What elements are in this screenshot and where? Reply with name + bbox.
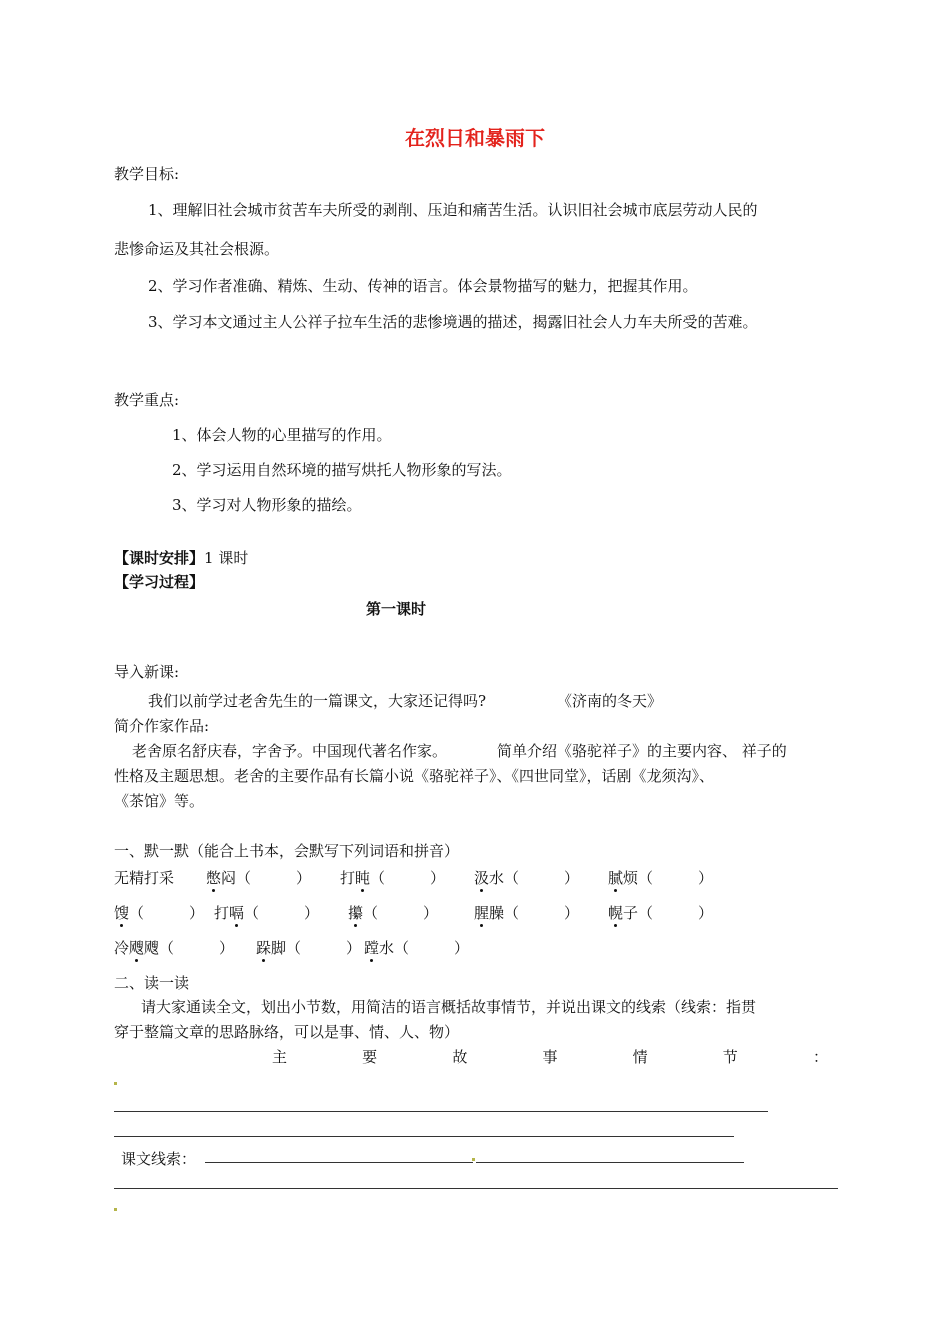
pinyin-blank[interactable]: （ ） — [394, 939, 470, 957]
section2-instruction-2: 穿于整篇文章的思路脉络，可以是事、情、人、物） — [114, 1023, 460, 1041]
goal-item-1-cont: 悲惨命运及其社会根源。 — [114, 240, 280, 258]
plot-heading-char: 情 — [632, 1048, 648, 1066]
plot-heading — [272, 1046, 828, 1067]
pinyin-blank[interactable]: （ ） — [504, 904, 580, 922]
emphasis-char: 幌 — [608, 904, 624, 922]
author-line-1a: 老舍原名舒庆春，字舍予。中国现代著名作家。 — [132, 742, 448, 760]
goal-item-3: 3、学习本文通过主人公祥子拉车生活的悲惨境遇的描述，揭露旧社会人力车夫所受的苦难。 — [148, 313, 758, 331]
plot-heading-char: 事 — [542, 1048, 558, 1066]
focus-item-1: 1、体会人物的心里描写的作用。 — [172, 426, 392, 444]
pinyin-blank[interactable]: （ ） — [363, 904, 439, 922]
pinyin-blank[interactable]: （ ） — [638, 869, 714, 887]
answer-line[interactable] — [114, 1136, 734, 1137]
intro-question: 我们以前学过老舍先生的一篇课文，大家还记得吗? — [148, 692, 487, 710]
vocab-word: 汲水（ ） — [474, 869, 580, 887]
vocab-word: 打嗝（ ） — [214, 904, 320, 922]
plot-heading-char: 故 — [452, 1048, 468, 1066]
section2-heading: 二、读一读 — [114, 974, 190, 992]
plot-heading-char: 节 — [722, 1048, 738, 1066]
emphasis-char: 汲 — [474, 869, 490, 887]
author-heading: 简介作家作品: — [114, 717, 210, 735]
plot-heading-char: 要 — [362, 1048, 378, 1066]
emphasis-char: 飕 — [129, 939, 145, 957]
goal-item-1: 1、理解旧社会城市贫苦车夫所受的剥削、压迫和痛苦生活。认识旧社会城市底层劳动人民的 — [148, 201, 758, 219]
intro-answer: 《济南的冬天》 — [557, 692, 663, 710]
emphasis-char: 跺 — [256, 939, 272, 957]
pinyin-blank[interactable]: （ ） — [244, 904, 320, 922]
emphasis-char: 蹚 — [364, 939, 380, 957]
pinyin-blank[interactable]: （ ） — [370, 869, 446, 887]
section2-instruction-1: 请大家通读全文，划出小节数，用简洁的语言概括故事情节，并说出课文的线索（线索：指贯 — [141, 998, 757, 1016]
pinyin-blank[interactable]: （ ） — [638, 904, 714, 922]
pinyin-blank[interactable]: （ ） — [236, 869, 312, 887]
clue-answer-line[interactable] — [205, 1162, 473, 1163]
lesson-title: 第一课时 — [366, 600, 427, 618]
emphasis-char: 憋 — [206, 869, 222, 887]
answer-line[interactable] — [114, 1188, 838, 1189]
emphasis-char: 腻 — [608, 869, 624, 887]
vocab-word: 幌子（ ） — [608, 904, 714, 922]
emphasis-char: 盹 — [355, 869, 371, 887]
pinyin-blank[interactable]: （ ） — [504, 869, 580, 887]
intro-heading: 导入新课: — [114, 663, 180, 681]
vocab-word — [348, 902, 438, 923]
schedule-line — [114, 547, 248, 568]
plot-heading-char: ： — [812, 1048, 828, 1066]
vocab-word: 跺脚（ ） — [256, 939, 362, 957]
clue-label: 课文线索： — [121, 1150, 197, 1168]
emphasis-char: 馊 — [114, 904, 130, 922]
pinyin-blank[interactable]: （ ） — [129, 904, 205, 922]
section1-heading: 一、默一默（能合上书本，会默写下列词语和拼音） — [114, 842, 460, 860]
text-cursor-marker — [472, 1158, 475, 1161]
goal-item-2: 2、学习作者准确、精炼、生动、传神的语言。体会景物描写的魅力，把握其作用。 — [148, 277, 698, 295]
vocab-word: 腥臊（ ） — [474, 904, 580, 922]
vocab-word: 冷飕飕（ ） — [114, 939, 235, 957]
pinyin-blank[interactable]: （ ） — [286, 939, 362, 957]
goals-heading: 教学目标: — [114, 165, 180, 183]
author-line-1b: 简单介绍《骆驼祥子》的主要内容、 祥子的 — [497, 742, 787, 760]
emphasis-char: 腥 — [474, 904, 490, 922]
author-line-2: 性格及主题思想。老舍的主要作品有长篇小说《骆驼祥子》、《四世同堂》，话剧《龙须沟》、 — [114, 767, 715, 785]
schedule-value: 1 课时 — [204, 549, 249, 567]
emphasis-char: 攥 — [348, 904, 364, 922]
focus-heading: 教学重点: — [114, 391, 180, 409]
vocab-word — [114, 902, 204, 923]
schedule-label: 【课时安排】 — [114, 549, 205, 567]
text-cursor-marker — [114, 1208, 117, 1211]
emphasis-char: 嗝 — [229, 904, 245, 922]
process-label: 【学习过程】 — [114, 573, 205, 591]
focus-item-3: 3、学习对人物形象的描绘。 — [172, 496, 362, 514]
vocab-word: 蹚水（ ） — [364, 939, 470, 957]
clue-answer-line[interactable] — [476, 1162, 744, 1163]
plot-heading-char: 主 — [272, 1048, 288, 1066]
vocab-word: 憋闷（ ） — [206, 869, 312, 887]
pinyin-blank[interactable]: （ ） — [159, 939, 235, 957]
focus-item-2: 2、学习运用自然环境的描写烘托人物形象的写法。 — [172, 461, 512, 479]
vocab-word: 腻烦（ ） — [608, 869, 714, 887]
answer-line[interactable] — [114, 1111, 768, 1112]
vocab-word: 无精打采 — [114, 869, 175, 887]
text-cursor-marker — [114, 1082, 117, 1085]
author-line-3: 《茶馆》等。 — [114, 792, 205, 810]
document-title: 在烈日和暴雨下 — [405, 126, 545, 150]
vocab-word: 打盹（ ） — [340, 869, 446, 887]
